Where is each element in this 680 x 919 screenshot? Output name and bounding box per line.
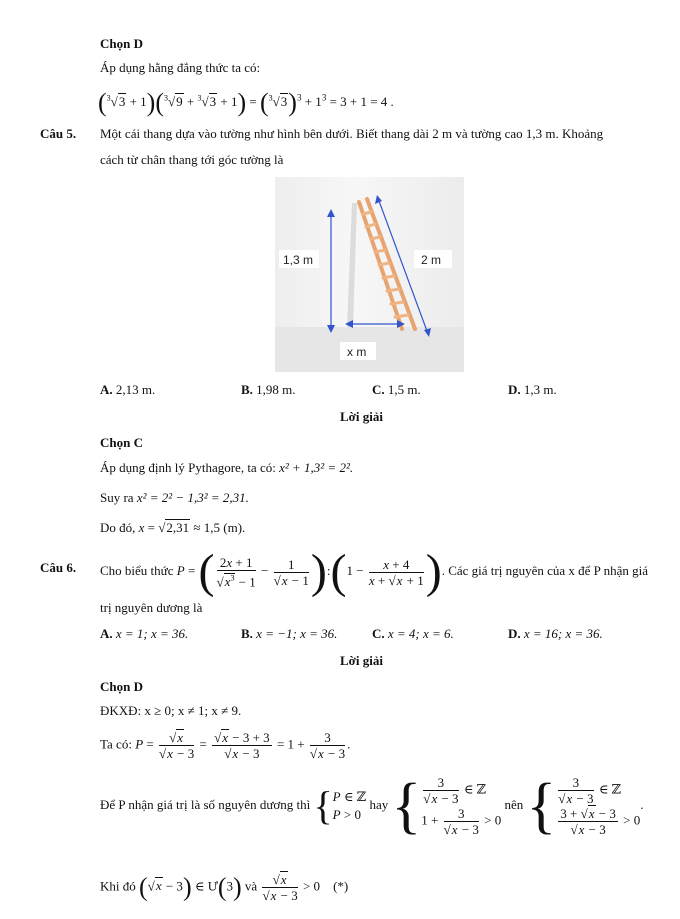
q5-option-a[interactable] xyxy=(100,382,155,398)
q6-text-b: . Các giá trị nguyên của x để P nhận giá xyxy=(441,562,649,578)
q6-option-a-text: x = 1; x = 36. xyxy=(115,626,189,641)
q5-option-a-key: A. xyxy=(100,382,113,397)
q5-step3-eq: ≈ 1,5 (m). xyxy=(193,520,246,535)
q5-step1-text: Áp dụng định lý Pythagore, ta có: xyxy=(100,460,276,475)
q5-option-d-text: 1,3 m. xyxy=(523,382,557,397)
q5-option-d[interactable] xyxy=(508,382,557,398)
q6-choice: Chọn D xyxy=(100,679,143,694)
prev-result: = 3 + 1 = 4 . xyxy=(329,93,394,109)
q5-solution-title: Lời giải xyxy=(340,409,383,424)
q6-option-c-text: x = 4; x = 6. xyxy=(387,626,454,641)
ladder-label: 2 m xyxy=(421,253,442,267)
wall-label: 1,3 m xyxy=(283,253,314,267)
q6-text-line2: trị nguyên dương là xyxy=(100,600,203,615)
q6-option-c-key: C. xyxy=(372,626,385,641)
q5-text-line1: Một cái thang dựa vào tường như hình bên dưới. Biết thang dài 2 m và tường cao 1,3 m. Khoảng xyxy=(100,126,604,141)
q6-option-b[interactable] xyxy=(241,626,337,642)
q6-number: Câu 6. xyxy=(40,560,77,575)
q6-text-a: Cho biểu thức xyxy=(100,562,174,578)
ladder-figure xyxy=(275,177,464,372)
q6-option-d-key: D. xyxy=(508,626,521,641)
q5-choice: Chọn C xyxy=(100,435,143,450)
q6-khi-do-line: Khi đó (√x − 3) ∈ Ư(3) và $\frac{√x}{√x - 3}$ > 0 (*) xyxy=(100,872,349,903)
q5-text-line2: cách từ chân thang tới góc tường là xyxy=(100,152,284,167)
q5-option-a-text: 2,13 m. xyxy=(115,382,156,397)
q5-step3-text: Do đó, xyxy=(100,520,136,535)
q5-step1 xyxy=(100,460,353,476)
ground-label: x m xyxy=(347,345,367,359)
q6-de-text: Để P nhận giá trị là số nguyên dương thì xyxy=(100,796,311,812)
q5-option-b-key: B. xyxy=(241,382,253,397)
q6-hay: hay xyxy=(369,796,389,812)
q5-number: Câu 5. xyxy=(40,126,77,141)
q5-step1-eq: x² + 1,3² = 2². xyxy=(279,460,354,475)
q6-option-b-text: x = −1; x = 36. xyxy=(256,626,338,641)
q6-taco-line: Ta có: P = $\frac{√x}{√x - 3}$ = $\frac{√x - 3 + 3}{√x - 3}$ = 1 + $\frac{3}{√x - 3}$ . xyxy=(100,730,351,761)
q6-condition-line: Để P nhận giá trị là số nguyên dương thì { P ∈ ℤ P > 0 hay { $\frac{3}{√x - 3}$ ∈ ℤ 1 + $\frac{3}{√x - 3}$ > 0 nên { $\frac{3}{√x - 3}$ ∈ ℤ $\frac{3 + √x - 3}{√x - 3}$ > 0 . xyxy=(100,772,644,840)
q5-option-d-key: D. xyxy=(508,382,521,397)
q6-star: (*) xyxy=(333,878,349,894)
q5-step3: Do đó, x = √2,31 ≈ 1,5 (m). xyxy=(100,520,246,535)
prev-choice: Chọn D xyxy=(100,36,143,51)
q5-option-b-text: 1,98 m. xyxy=(256,382,296,397)
q6-option-d-text: x = 16; x = 36. xyxy=(523,626,603,641)
q6-option-a[interactable] xyxy=(100,626,188,642)
q6-nen: nên xyxy=(504,796,524,812)
q5-step2-text: Suy ra xyxy=(100,490,134,505)
prev-identity: $(^3√3 + 1)(^3√9 + ^3√3 + 1) = (^3√3)^3 + 1^3 = 3 + 1 = 4$ . xyxy=(98,88,394,117)
q6-statement: Cho biểu thức P = ( $\frac{2x + 1}{√x^3 - 1}$ − $\frac{1}{√x - 1}$ ):(1 − $\frac{x + 4}{x + √x + 1}$ ). Các giá trị nguyên của x để P nhận giá xyxy=(100,545,649,598)
q5-option-c-text: 1,5 m. xyxy=(387,382,421,397)
q5-option-c-key: C. xyxy=(372,382,385,397)
q5-step2-eq: x² = 2² − 1,3² = 2,31. xyxy=(136,490,249,505)
q6-taco: Ta có: xyxy=(100,736,132,752)
q6-khi-do: Khi đó xyxy=(100,878,136,894)
q5-option-c[interactable] xyxy=(372,382,421,398)
q6-solution-title: Lời giải xyxy=(340,653,383,668)
q6-option-c[interactable] xyxy=(372,626,454,642)
q5-option-b[interactable] xyxy=(241,382,296,398)
q6-va: và xyxy=(244,878,258,894)
q6-option-a-key: A. xyxy=(100,626,113,641)
q6-dkxd: ĐKXĐ: x ≥ 0; x ≠ 1; x ≠ 9. xyxy=(100,703,242,718)
q5-step2 xyxy=(100,490,249,506)
prev-intro: Áp dụng hằng đẳng thức ta có: xyxy=(100,60,261,75)
q6-option-b-key: B. xyxy=(241,626,253,641)
q6-option-d[interactable] xyxy=(508,626,603,642)
